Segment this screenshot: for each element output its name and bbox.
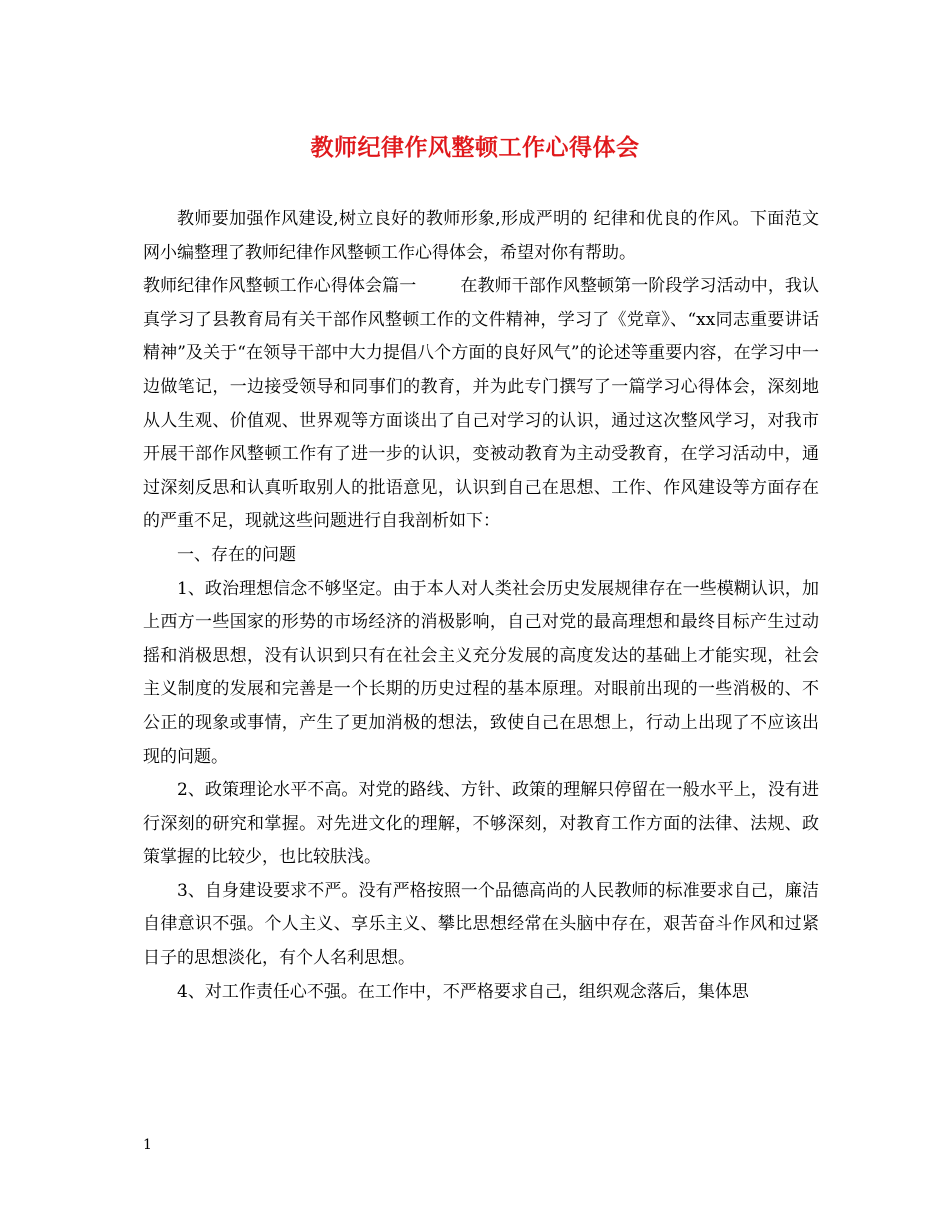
intro-paragraph: 教师要加强作风建设,树立良好的教师形象,形成严明的 纪律和优良的作风。下面范文网小编整理了教师纪律作风整顿工作心得体会，希望对你有帮助。 — [143, 209, 819, 263]
point-paragraph-2: 2、政策理论水平不高。对党的路线、方针、政策的理解只停留在一般水平上，没有进行深刻的研究和掌握。对先进文化的理解，不够深刻，对教育工作方面的法律、法规、政策掌握的比较少，也比较肤浅。 — [143, 780, 819, 868]
section-heading: 教师纪律作风整顿工作心得体会篇一 — [143, 276, 417, 297]
point-paragraph-3: 3、自身建设要求不严。没有严格按照一个品德高尚的人民教师的标准要求自己，廉洁自律意识不强。个人主义、享乐主义、攀比思想经常在头脑中存在，艰苦奋斗作风和过紧日子的思想淡化，有个人名利思想。 — [143, 880, 819, 969]
document-body — [143, 203, 819, 1009]
subheading-existing-problems: 一、存在的问题 — [177, 544, 296, 565]
section-paragraph — [143, 270, 819, 539]
section-body: 在教师干部作风整顿第一阶段学习活动中，我认真学习了县教育局有关干部作风整顿工作的文件精神，学习了《党章》、“xx同志重要讲话精神”及关于“在领导干部中大力提倡八个方面的良好风气”的论述等重要内容，在学习中一边做笔记，一边接受领导和同事们的教育，并为此专门撰写了一篇学习心得体会，深刻地从人生观、价值观、世界观等方面谈出了自己对学习的认识，通过这次整风学习，对我市开展干部作风整顿工作有了进一步的认识，变被动教育为主动受教育，在学习活动中，通过深刻反思和认真听取别人的批语意见，认识到自己在思想、工作、作风建设等方面存在的严重不足，现就这些问题进行自我剖析如下： — [143, 276, 819, 532]
point-paragraph-1: 1、政治理想信念不够坚定。由于本人对人类社会历史发展规律存在一些模糊认识，加上西方一些国家的形势的市场经济的消极影响，自己对党的最高理想和最终目标产生过动摇和消极思想，没有认识到只有在社会主义充分发展的高度发达的基础上才能实现，社会主义制度的发展和完善是一个长期的历史过程的基本原理。对眼前出现的一些消极的、不公正的现象或事情，产生了更加消极的想法，致使自己在思想上，行动上出现了不应该出现的问题。 — [143, 578, 819, 767]
document-title: 教师纪律作风整顿工作心得体会 — [310, 134, 640, 161]
point-paragraph-4: 4、对工作责任心不强。在工作中，不严格要求自己，组织观念落后，集体思 — [177, 981, 749, 1002]
page-number: 1 — [143, 1137, 152, 1153]
